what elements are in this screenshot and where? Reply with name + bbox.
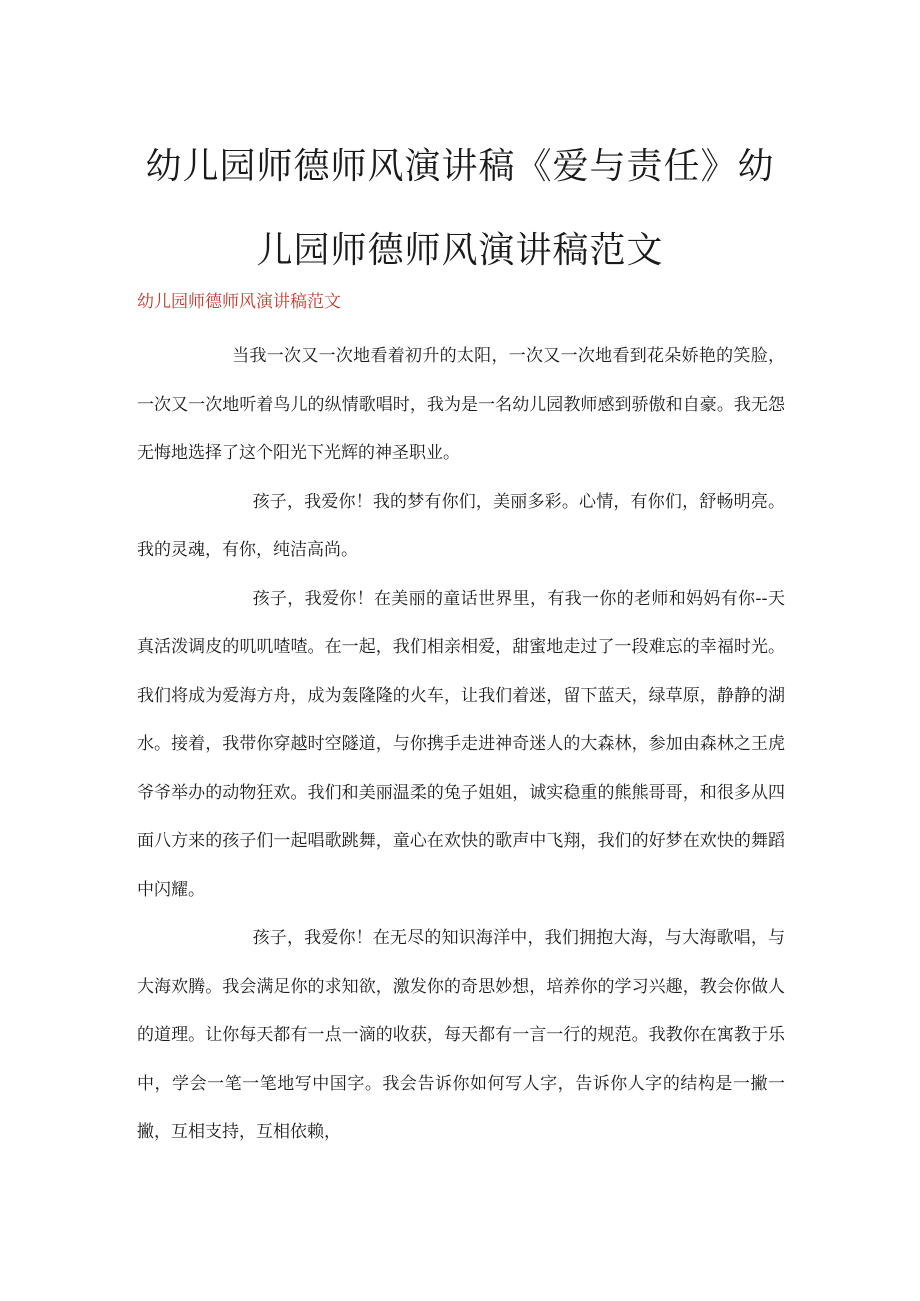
paragraph-4: 孩子，我爱你！在无尽的知识海洋中，我们拥抱大海，与大海歌唱，与大海欢腾。我会满足你的求知欲，激发你的奇思妙想，培养你的学习兴趣，教会你做人的道理。让你每天都有一点一滴的收获，每天都有一言一行的规范。我教你在寓教于乐中，学会一笔一笔地写中国字。我会告诉你如何写人字，告诉你人字的结构是一撇一撇，互相支持，互相依赖， <box>137 928 785 1142</box>
document-title-line-1: 幼儿园师德师风演讲稿《爱与责任》幼 <box>145 146 775 187</box>
document-body <box>137 332 785 1157</box>
paragraph-2: 孩子，我爱你！我的梦有你们，美丽多彩。心情，有你们，舒畅明亮。我的灵魂，有你，纯洁高尚。 <box>137 491 785 560</box>
paragraph-3: 孩子，我爱你！在美丽的童话世界里，有我一你的老师和妈妈有你--天真活泼调皮的叽叽喳喳。在一起，我们相亲相爱，甜蜜地走过了一段难忘的幸福时光。我们将成为爱海方舟，成为轰隆隆的火车，让我们着迷，留下蓝天，绿草原，静静的湖水。接着，我带你穿越时空隧道，与你携手走进神奇迷人的大森林，参加由森林之王虎爷爷举办的动物狂欢。我们和美丽温柔的兔子姐姐，诚实稳重的熊熊哥哥，和很多从四面八方来的孩子们一起唱歌跳舞，童心在欢快的歌声中飞翔，我们的好梦在欢快的舞蹈中闪耀。 <box>137 588 785 900</box>
document-title-line-2: 儿园师德师风演讲稿范文 <box>256 230 664 271</box>
document-subtitle: 幼儿园师德师风演讲稿范文 <box>137 292 341 312</box>
paragraph-1: 当我一次又一次地看着初升的太阳，一次又一次地看到花朵娇艳的笑脸，一次又一次地听着鸟儿的纵情歌唱时，我为是一名幼儿园教师感到骄傲和自豪。我无怨无悔地选择了这个阳光下光辉的神圣职业。 <box>137 346 785 463</box>
